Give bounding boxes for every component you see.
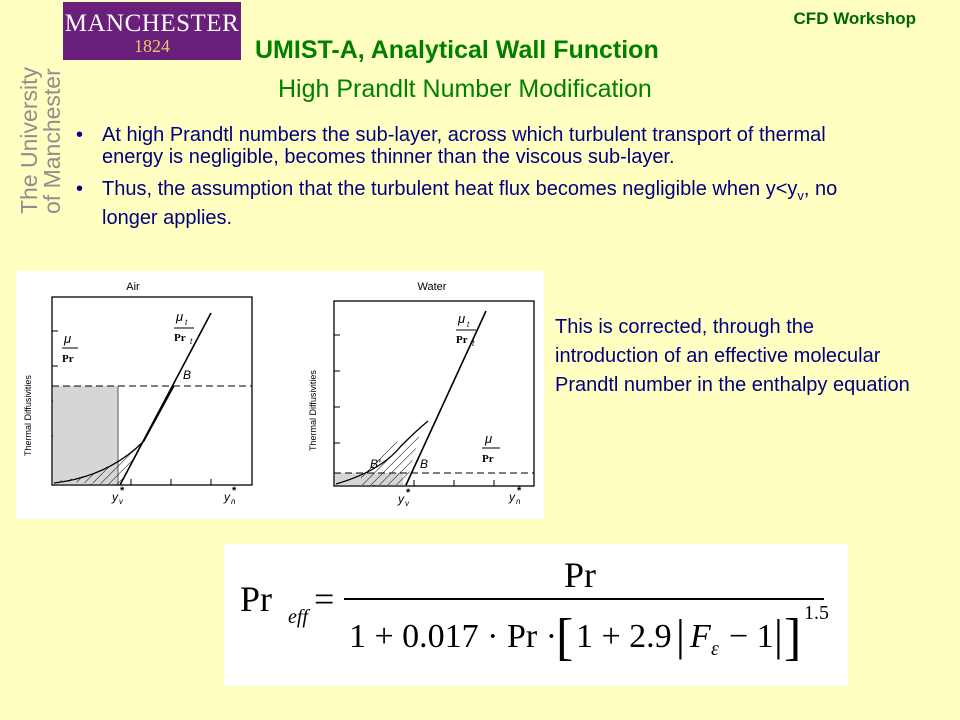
thermal-diffusivity-figure <box>16 271 544 519</box>
air-yn: y <box>224 490 230 504</box>
air-mu-t: μ <box>176 309 184 324</box>
water-label-b: B <box>420 457 429 471</box>
svg-text:v: v <box>119 497 123 506</box>
air-pr: Pr <box>62 353 74 365</box>
formula-lhs-sub: eff <box>288 606 308 628</box>
correction-note: This is corrected, through the introduction of an effective molecular Prandtl number in the enthalpy equation <box>555 316 910 396</box>
formula-den-f: F <box>690 618 711 655</box>
pr-eff-formula <box>224 544 848 686</box>
bullet-dot: • <box>76 178 84 200</box>
formula-lhs: Pr <box>240 579 273 619</box>
air-t-sub: t <box>185 318 188 327</box>
university-wordmark <box>18 67 64 214</box>
air-pr-t-sub: t <box>190 337 193 346</box>
water-pr: Pr <box>482 453 494 465</box>
svg-text:*: * <box>517 485 522 497</box>
water-panel-title: Water <box>417 281 447 293</box>
air-pr-t: Pr <box>174 332 186 344</box>
slide-subtitle: High Prandlt Number Modification <box>278 75 652 103</box>
air-label-b: B <box>183 368 192 382</box>
formula-equals: = <box>314 579 335 619</box>
water-yv: y <box>398 492 404 506</box>
formula-den-a: 1 + 0.017 · Pr · <box>349 618 558 655</box>
svg-text:|: | <box>676 611 685 660</box>
svg-text:n: n <box>516 497 521 506</box>
water-mu-t: μ <box>458 311 466 326</box>
air-mu: μ <box>64 331 72 346</box>
slide-title: UMIST-A, Analytical Wall Function <box>255 36 659 64</box>
formula-den-eps: ε <box>711 638 719 660</box>
logo-year: 1824 <box>134 36 170 56</box>
university-line-1: The University <box>16 67 42 214</box>
bullet-text-1: At high Prandtl numbers the sub-layer, across which turbulent transport of thermal energy is negligible, becomes thinner than the viscous sub-layer. <box>102 124 826 168</box>
formula-bracket-open: [ <box>556 609 574 666</box>
logo-name: MANCHESTER <box>64 10 240 37</box>
svg-text:t: t <box>467 320 470 329</box>
formula-den-b: 1 + 2.9 <box>576 618 672 655</box>
formula-den-c: − 1 <box>729 618 774 655</box>
workshop-label: CFD Workshop <box>793 9 916 28</box>
water-panel <box>308 281 534 508</box>
svg-text:t: t <box>472 339 475 348</box>
air-yv: y <box>112 490 118 504</box>
bullet-list <box>70 124 890 239</box>
water-ylabel: Thermal Diffusivities <box>308 370 318 451</box>
formula-numerator: Pr <box>564 555 597 595</box>
bullet-item-1 <box>70 124 890 168</box>
bullet-dot: • <box>76 124 84 146</box>
university-line-2: of Manchester <box>39 68 65 214</box>
water-label-bprime: B' <box>370 457 381 471</box>
svg-text:*: * <box>406 487 411 499</box>
manchester-logo <box>63 2 241 60</box>
svg-text:*: * <box>232 485 237 497</box>
water-pr-t: Pr <box>456 334 468 346</box>
air-ylabel: Thermal Diffusivities <box>23 375 33 456</box>
formula-bracket-close: ] <box>784 609 802 666</box>
svg-text:|: | <box>774 611 783 660</box>
bullet-text-2: Thus, the assumption that the turbulent heat flux becomes negligible when $y<y_v$, no longer applies. <box>102 178 838 229</box>
air-panel <box>23 281 252 506</box>
water-yn: y <box>509 490 515 504</box>
formula-exponent: 1.5 <box>804 602 829 624</box>
water-mu: μ <box>485 431 493 446</box>
air-panel-title: Air <box>126 281 140 293</box>
bullet-item-2 <box>70 178 890 229</box>
svg-text:n: n <box>231 497 236 506</box>
svg-text:v: v <box>405 499 409 508</box>
svg-text:*: * <box>120 485 125 497</box>
